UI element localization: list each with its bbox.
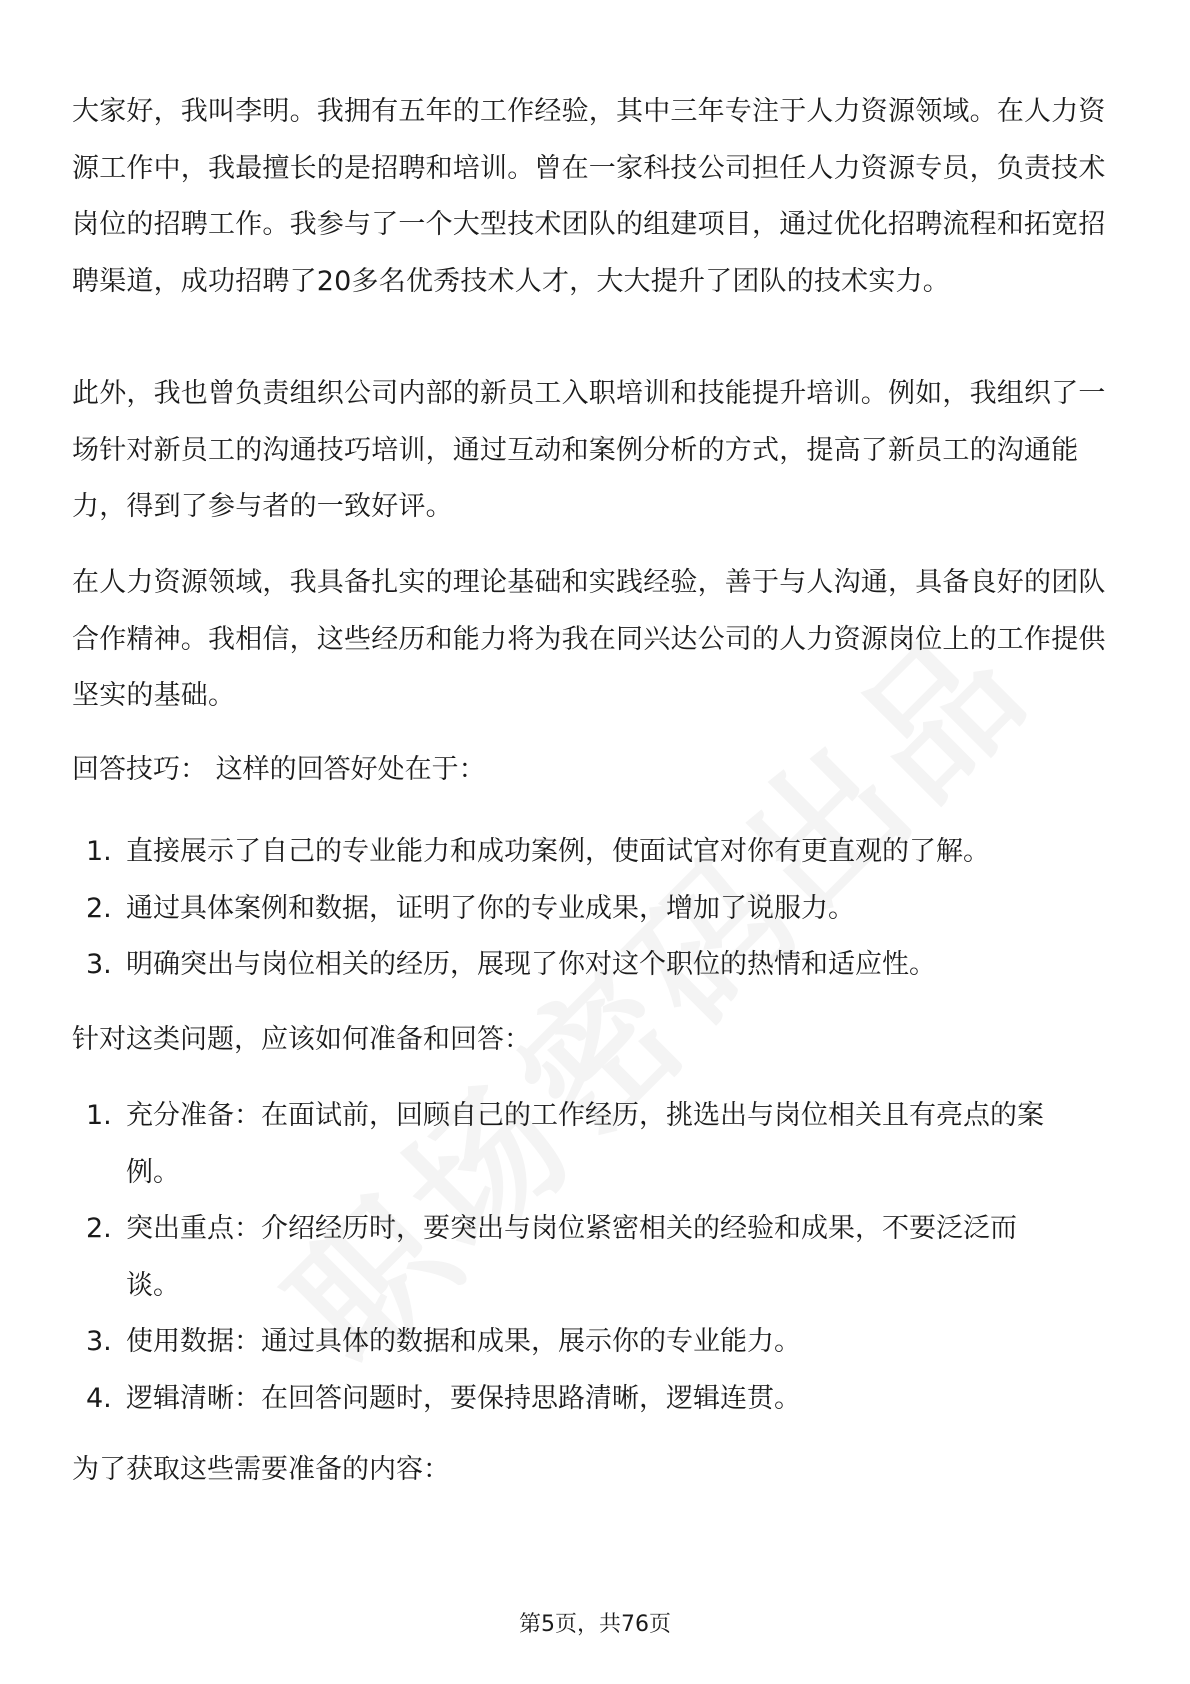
list-text: 直接展示了自己的专业能力和成功案例，使面试官对你有更直观的了解。	[126, 836, 990, 867]
list-item	[72, 937, 1118, 994]
list-number: 3.	[86, 949, 112, 981]
list-text: 通过具体案例和数据，证明了你的专业成果，增加了说服力。	[126, 892, 855, 924]
prep-heading: 针对这类问题，应该如何准备和回答：	[72, 1024, 531, 1055]
list-text: 充分准备：在面试前，回顾自己的工作经历，挑选出与岗位相关且有亮点的案例。	[126, 1100, 1044, 1188]
prep-list	[72, 1088, 1062, 1428]
list-item	[72, 881, 1118, 938]
list-text: 突出重点：介绍经历时，要突出与岗位紧密相关的经验和成果，不要泛泛而谈。	[126, 1213, 1017, 1301]
list-text: 逻辑清晰：在回答问题时，要保持思路清晰，逻辑连贯。	[126, 1382, 801, 1414]
paragraph-training: 此外，我也曾负责组织公司内部的新员工入职培训和技能提升培训。例如，我组织了一场针对新员工的沟通技巧培训，通过互动和案例分析的方式，提高了新员工的沟通能力，得到了参与者的一致好评。	[72, 378, 1106, 523]
list-number: 4.	[86, 1382, 112, 1414]
tips-heading: 回答技巧： 这样的回答好处在于：	[72, 754, 486, 785]
list-item	[72, 1371, 1062, 1428]
closing-heading: 为了获取这些需要准备的内容：	[72, 1454, 450, 1485]
list-number: 2.	[86, 1213, 112, 1245]
list-item	[72, 824, 1118, 881]
list-number: 3.	[86, 1326, 112, 1358]
list-text: 使用数据：通过具体的数据和成果，展示你的专业能力。	[126, 1326, 801, 1358]
list-number: 2.	[86, 892, 112, 924]
list-item	[72, 1314, 1062, 1371]
tips-list	[72, 824, 1118, 994]
list-number: 1.	[86, 1100, 112, 1131]
list-item	[72, 1201, 1062, 1314]
list-item	[72, 1088, 1062, 1201]
page-footer: 第5页，共76页	[519, 1612, 671, 1637]
paragraph-intro: 大家好，我叫李明。我拥有五年的工作经验，其中三年专注于人力资源领域。在人力资源工作中，我最擅长的是招聘和培训。曾在一家科技公司担任人力资源专员，负责技术岗位的招聘工作。我参与了一个大型技术团队的组建项目，通过优化招聘流程和拓宽招聘渠道，成功招聘了20多名优秀技术人才，大大提升了团队的技术实力。	[72, 96, 1106, 297]
list-text: 明确突出与岗位相关的经历，展现了你对这个职位的热情和适应性。	[126, 949, 936, 981]
list-number: 1.	[86, 836, 112, 867]
paragraph-summary: 在人力资源领域，我具备扎实的理论基础和实践经验，善于与人沟通，具备良好的团队合作精神。我相信，这些经历和能力将为我在同兴达公司的人力资源岗位上的工作提供坚实的基础。	[72, 567, 1106, 712]
